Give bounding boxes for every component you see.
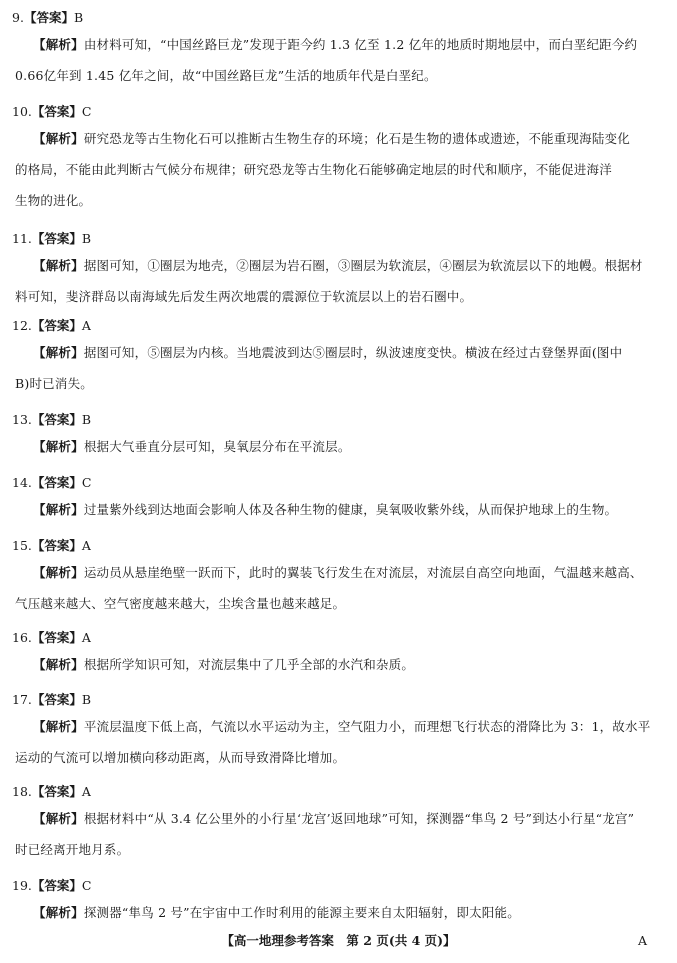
analysis-tag: 【解析】 [33,131,84,146]
question-number: 17. [12,692,32,707]
analysis-tag: 【解析】 [33,565,84,580]
answer-value: C [81,475,92,490]
analysis-block [15,557,653,619]
analysis-line [15,742,653,773]
answer-value: A [81,630,91,645]
analysis-text: 过量紫外线到达地面会影响人体及各种生物的健康，臭氧吸收紫外线，从而保护地球上的生物。 [83,502,618,517]
analysis-tag: 【解析】 [33,657,84,672]
question-number: 12. [12,318,32,333]
question-number: 10. [12,104,32,119]
analysis-line [33,557,653,588]
answer-value: B [81,412,92,427]
analysis-text: 探测器“隼鸟 2 号”在宇宙中工作时利用的能源主要来自太阳辐射，即太阳能。 [83,905,520,920]
analysis-line [15,368,653,399]
answer-tag: 【答案】 [31,412,82,427]
question-number: 15. [12,538,32,553]
analysis-text: 根据材料中“从 3.4 亿公里外的小行星‘龙宫’返回地球”可知，探测器“隼鸟 2 号”到达小行星“龙宫” [83,811,635,826]
analysis-text: 研究恐龙等古生物化石可以推断古生物生存的环境；化石是生物的遗体或遗迹，不能重现海陆变化 [83,131,630,146]
footer-title: 【高一地理参考答案 第 2 页(共 4 页)】 [221,933,456,948]
question-number: 11. [12,231,32,246]
analysis-text: 生物的进化。 [15,193,92,208]
answer-tag: 【答案】 [31,630,82,645]
analysis-line [33,123,653,154]
answer-tag: 【答案】 [31,231,82,246]
analysis-text: 气压越来越大、空气密度越来越大，尘埃含量也越来越足。 [15,596,346,611]
analysis-text: 由材料可知，“中国丝路巨龙”发现于距今约 1.3 亿至 1.2 亿年的地质时期地层中，而白垩纪距今约 [83,37,638,52]
analysis-line [33,897,653,928]
analysis-line [33,431,653,462]
analysis-text: B)时已消失。 [15,376,93,391]
analysis-line [15,60,653,91]
answer-value: B [81,231,92,246]
answer-value: A [81,784,91,799]
analysis-line [15,185,653,216]
answer-tag: 【答案】 [31,538,82,553]
answer-line [12,475,91,491]
answer-tag: 【答案】 [31,878,82,893]
analysis-line [33,494,653,525]
answer-tag: 【答案】 [31,318,82,333]
answer-value: A [81,318,91,333]
answer-line [12,104,91,120]
answer-line [12,784,91,800]
analysis-text: 的格局，不能由此判断古气候分布规律；研究恐龙等古生物化石能够确定地层的时代和顺序，不能促进海洋 [15,162,612,177]
analysis-block [15,29,653,91]
analysis-block [33,431,653,462]
analysis-text: 据图可知，①圈层为地壳，②圈层为岩石圈，③圈层为软流层，④圈层为软流层以下的地幔。根据材 [83,258,643,273]
answer-tag: 【答案】 [31,692,82,707]
analysis-tag: 【解析】 [33,719,84,734]
answer-value: A [81,538,91,553]
analysis-line [15,281,653,312]
question-number: 19. [12,878,32,893]
answer-tag: 【答案】 [31,104,82,119]
analysis-text: 运动的气流可以增加横向移动距离，从而导致滑降比增加。 [15,750,346,765]
analysis-block [15,250,653,312]
analysis-block [15,123,653,216]
answer-line [12,630,91,646]
analysis-text: 料可知，斐济群岛以南海域先后发生两次地震的震源位于软流层以上的岩石圈中。 [15,289,473,304]
question-number: 18. [12,784,32,799]
analysis-tag: 【解析】 [33,258,84,273]
analysis-block [15,803,653,865]
analysis-line [33,711,653,742]
analysis-text: 运动员从悬崖绝壁一跃而下，此时的翼装飞行发生在对流层，对流层自高空向地面，气温越来越高、 [83,565,643,580]
question-number: 9. [12,10,24,25]
answer-line [12,10,83,26]
analysis-block [15,711,653,773]
answer-line [12,692,91,708]
analysis-tag: 【解析】 [33,439,84,454]
analysis-text: 根据大气垂直分层可知，臭氧层分布在平流层。 [83,439,351,454]
footer-version: A [637,933,647,948]
answer-tag: 【答案】 [31,475,82,490]
analysis-line [33,337,653,368]
analysis-text: 时已经离开地月系。 [15,842,130,857]
analysis-tag: 【解析】 [33,345,84,360]
answer-value: B [73,10,84,25]
analysis-line [33,803,653,834]
analysis-block [33,649,653,680]
analysis-text: 平流层温度下低上高，气流以水平运动为主，空气阻力小，而理想飞行状态的滑降比为 3：1，故水平 [83,719,651,734]
analysis-tag: 【解析】 [33,811,84,826]
answer-line [12,318,91,334]
answer-value: C [81,104,92,119]
answer-value: B [81,692,92,707]
question-number: 14. [12,475,32,490]
analysis-tag: 【解析】 [33,905,84,920]
answer-line [12,231,91,247]
analysis-text: 根据所学知识可知，对流层集中了几乎全部的水汽和杂质。 [83,657,415,672]
analysis-tag: 【解析】 [33,37,84,52]
analysis-line [33,29,653,60]
answer-line [12,878,91,894]
analysis-text: 据图可知，⑤圈层为内核。当地震波到达⑤圈层时，纵波速度变快。横波在经过古登堡界面(图中 [83,345,623,360]
analysis-tag: 【解析】 [33,502,84,517]
question-number: 13. [12,412,32,427]
analysis-line [15,834,653,865]
analysis-text: 0.66亿年到 1.45 亿年之间，故“中国丝路巨龙”生活的地质年代是白垩纪。 [15,68,437,83]
question-number: 16. [12,630,32,645]
analysis-block [33,494,653,525]
analysis-line [15,154,653,185]
analysis-line [33,649,653,680]
answer-tag: 【答案】 [31,784,82,799]
answer-value: C [81,878,92,893]
analysis-block [15,337,653,399]
analysis-line [15,588,653,619]
analysis-line [33,250,653,281]
answer-line [12,538,91,554]
answer-tag: 【答案】 [23,10,74,25]
answer-line [12,412,91,428]
analysis-block [33,897,653,928]
